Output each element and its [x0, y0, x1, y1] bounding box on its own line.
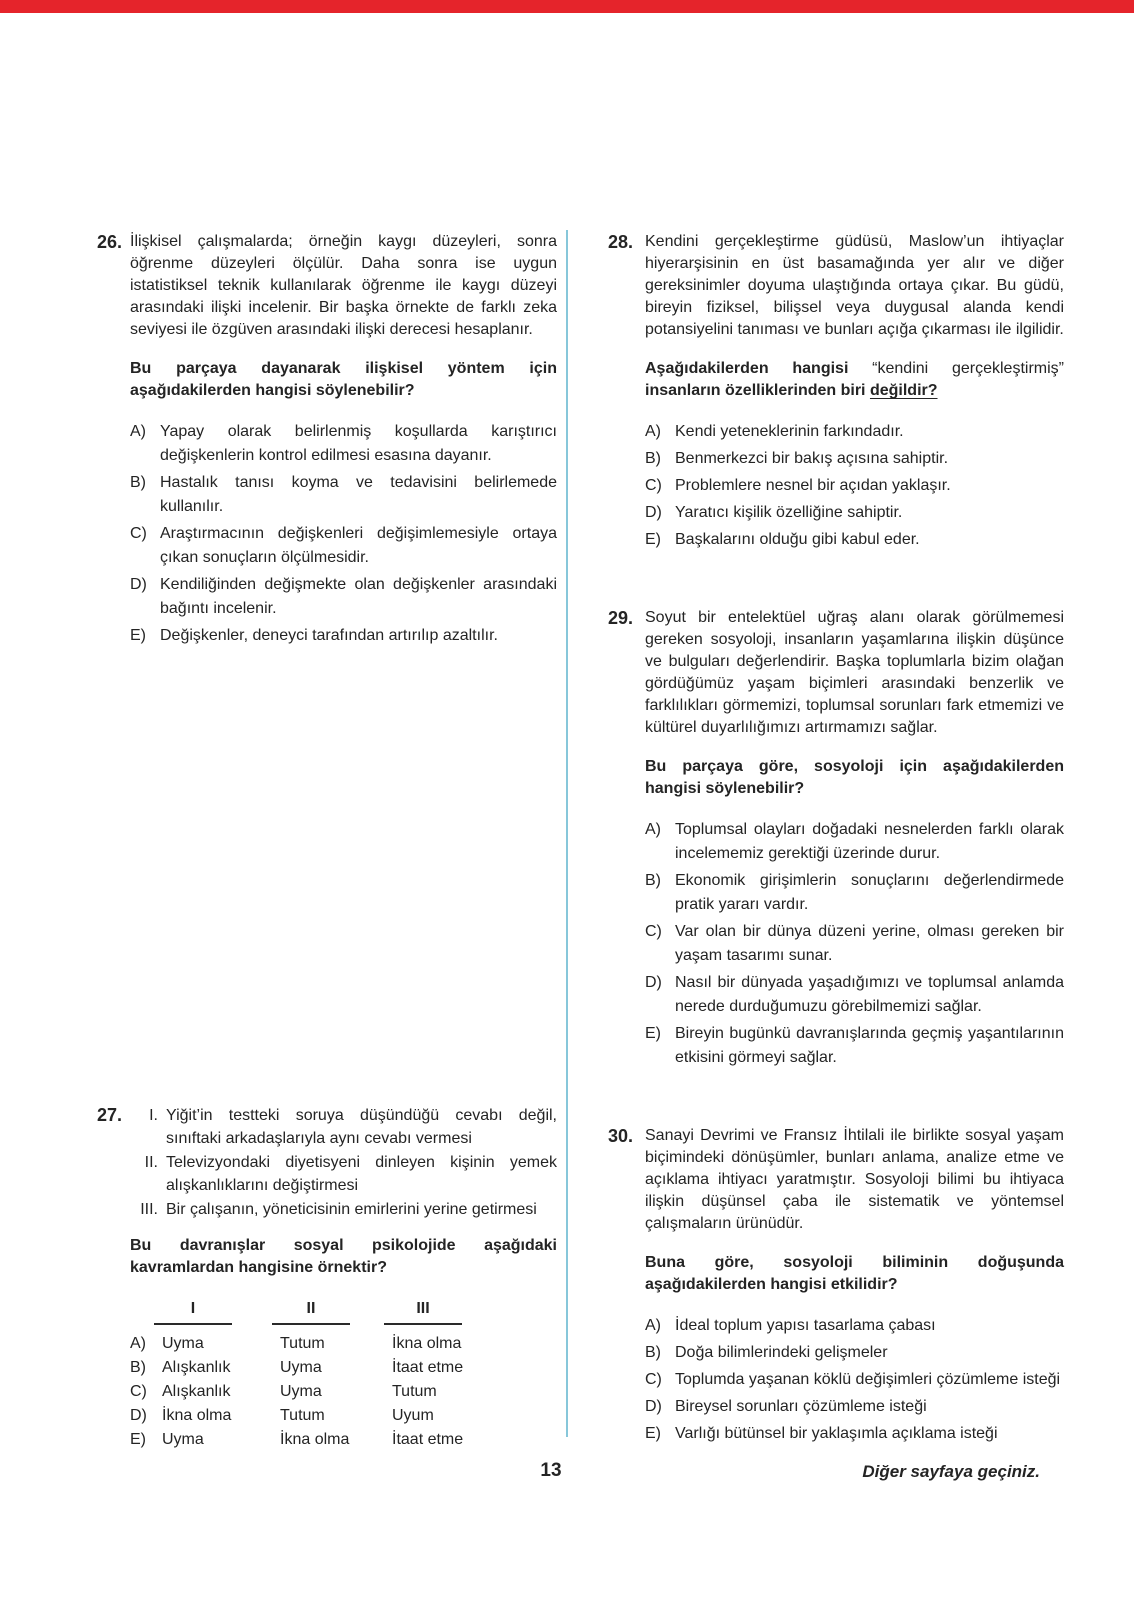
- question-26: [97, 231, 557, 651]
- option-text: Doğa bilimlerindeki gelişmeler: [675, 1344, 888, 1361]
- option-letter: D): [130, 1407, 147, 1424]
- q28-option-b: [645, 447, 1064, 471]
- option-letter: B): [645, 1344, 661, 1361]
- q29-option-c: [645, 920, 1064, 968]
- question-26-body: [130, 231, 557, 651]
- q26-option-b: [130, 471, 557, 519]
- page-top-red-bar: [0, 0, 1134, 13]
- roman-numeral: I.: [149, 1107, 158, 1124]
- question-27-body: [130, 1104, 557, 1452]
- table-cell: İtaat etme: [392, 1431, 464, 1448]
- table-cell: Uyum: [392, 1407, 434, 1424]
- q27-table-row-c: [130, 1380, 557, 1404]
- question-30-body: [645, 1125, 1064, 1449]
- option-letter: C): [130, 525, 147, 542]
- q28-option-e: [645, 528, 1064, 552]
- option-letter: C): [645, 477, 662, 494]
- q30-option-c: [645, 1368, 1064, 1392]
- q26-option-c: [130, 522, 557, 570]
- question-27-stem: Bu davranışlar sosyal psikolojide aşağıdaki kavramlardan hangisine örnektir?: [130, 1237, 557, 1276]
- option-letter: E): [130, 1431, 146, 1448]
- question-30-options: [645, 1314, 1064, 1446]
- option-text: Kendiliğinden değişmekte olan değişkenler arasındaki bağıntı incelenir.: [160, 576, 557, 617]
- question-26-passage: İlişkisel çalışmalarda; örneğin kaygı düzeyleri, sonra öğrenme düzeyleri ölçülür. Daha sonra ise uygun istatistiksel teknik kullanılarak öğrenme ile kaygı düzeyi arasındaki ilişki incelenir. Bir başka örnekte de farklı zeka seviyesi ile özgüven arasındaki ilişki derecesi hesaplanır.: [130, 233, 557, 338]
- option-letter: D): [130, 576, 147, 593]
- q29-option-e: [645, 1022, 1064, 1070]
- q27-table-header-row: [130, 1297, 557, 1325]
- table-cell: İkna olma: [392, 1335, 462, 1352]
- option-text: Değişkenler, deneyci tarafından artırılıp azaltılır.: [160, 627, 498, 644]
- question-28-passage: Kendini gerçekleştirme güdüsü, Maslow’un ihtiyaçlar hiyerarşisinin en üst basamağında yer alır ve diğer gereksinimler doyuma ulaştığında ortaya çıkar. Bu güdü, bireyin fiziksel, bilişsel veya duygusal alanda kendi potansiyelini tanıması ve bunları açığa çıkarması ile ilgilidir.: [645, 233, 1064, 338]
- option-letter: E): [645, 531, 661, 548]
- table-header-cell: [392, 1297, 504, 1325]
- question-27-number: 27.: [97, 1105, 123, 1125]
- table-cell: Alışkanlık: [162, 1383, 231, 1400]
- q30-option-b: [645, 1341, 1064, 1365]
- option-letter: B): [130, 1359, 146, 1376]
- option-text: Benmerkezci bir bakış açısına sahiptir.: [675, 450, 949, 467]
- q30-option-d: [645, 1395, 1064, 1419]
- question-29-options: [645, 818, 1064, 1070]
- table-cell: İkna olma: [280, 1431, 350, 1448]
- column-header-I: I: [154, 1297, 232, 1325]
- table-header-cell: [162, 1297, 280, 1325]
- question-28: [608, 231, 1064, 555]
- table-cell: Uyma: [162, 1335, 204, 1352]
- q27-table-row-a: [130, 1332, 557, 1356]
- option-text: Toplumda yaşanan köklü değişimleri çözümleme isteği: [675, 1371, 1061, 1388]
- question-28-stem: [645, 358, 1064, 402]
- option-letter: B): [645, 872, 661, 889]
- q29-option-a: [645, 818, 1064, 866]
- table-cell: İtaat etme: [392, 1359, 464, 1376]
- question-29-number: 29.: [608, 608, 634, 628]
- question-30-number: 30.: [608, 1126, 634, 1146]
- option-text: Bireysel sorunları çözümleme isteği: [675, 1398, 927, 1415]
- option-letter: C): [645, 1371, 662, 1388]
- option-letter: D): [645, 1398, 662, 1415]
- question-26-stem: Bu parçaya dayanarak ilişkisel yöntem için aşağıdakilerden hangisi söylenebilir?: [130, 360, 557, 399]
- option-letter: E): [645, 1425, 661, 1442]
- item-text: Televizyondaki diyetisyeni dinleyen kişinin yemek alışkanlıklarını değiştirmesi: [166, 1154, 557, 1194]
- option-letter: A): [130, 1335, 146, 1352]
- option-letter: D): [645, 504, 662, 521]
- question-27-answer-table: [130, 1297, 557, 1452]
- option-letter: B): [645, 450, 661, 467]
- q29-option-d: [645, 971, 1064, 1019]
- question-28-options: [645, 420, 1064, 552]
- stem-quoted-part: “kendini gerçekleştirmiş”: [872, 360, 1064, 377]
- option-text: Ekonomik girişimlerin sonuçlarını değerlendirmede pratik yararı vardır.: [675, 872, 1064, 913]
- q28-option-a: [645, 420, 1064, 444]
- question-29-passage: Soyut bir entelektüel uğraş alanı olarak görülmemesi gereken sosyoloji, insanların yaşamlarına ilişkin düşünce ve bulguları değerlendirir. Başka toplumlarla bizim olağan gördüğümüz yaşam biçimleri arasındaki benzerlik ve farklılıkları görmemizi, toplumsal sorunları fark etmemizi ve kültürel duyarlılığımızı artırmamızı sağlar.: [645, 609, 1064, 736]
- question-30-stem: Buna göre, sosyoloji biliminin doğuşunda aşağıdakilerden hangisi etkilidir?: [645, 1254, 1064, 1293]
- question-30: [608, 1125, 1064, 1449]
- column-divider-line: [566, 230, 568, 1437]
- table-cell: Alışkanlık: [162, 1359, 231, 1376]
- option-text: Toplumsal olayları doğadaki nesnelerden farklı olarak incelememiz gerektiği üzerinde durur.: [675, 821, 1064, 862]
- question-29-body: [645, 607, 1064, 1073]
- q27-table-row-b: [130, 1356, 557, 1380]
- option-text: İdeal toplum yapısı tasarlama çabası: [675, 1317, 936, 1334]
- option-letter: C): [130, 1383, 147, 1400]
- q27-item-1: [130, 1104, 557, 1150]
- option-text: Başkalarını olduğu gibi kabul eder.: [675, 531, 920, 548]
- option-text: Yaratıcı kişilik özelliğine sahiptir.: [675, 504, 903, 521]
- q29-option-b: [645, 869, 1064, 917]
- option-text: Varlığı bütünsel bir yaklaşımla açıklama isteği: [675, 1425, 998, 1442]
- roman-numeral: III.: [140, 1201, 158, 1218]
- item-text: Bir çalışanın, yöneticisinin emirlerini yerine getirmesi: [166, 1201, 537, 1218]
- q27-table-row-d: [130, 1404, 557, 1428]
- table-cell: Tutum: [280, 1335, 325, 1352]
- option-letter: C): [645, 923, 662, 940]
- roman-numeral: II.: [144, 1154, 158, 1171]
- column-header-II: II: [272, 1297, 350, 1325]
- question-27-items: [130, 1104, 557, 1221]
- stem-bold-part: Aşağıdakilerden hangisi: [645, 360, 849, 377]
- q30-option-e: [645, 1422, 1064, 1446]
- table-cell: Uyma: [280, 1383, 322, 1400]
- q26-option-a: [130, 420, 557, 468]
- table-cell: Uyma: [162, 1431, 204, 1448]
- table-cell: Tutum: [392, 1383, 437, 1400]
- question-29: [608, 607, 1064, 1073]
- question-28-body: [645, 231, 1064, 555]
- footer-next-page-note: Diğer sayfaya geçiniz.: [862, 1462, 1040, 1481]
- option-letter: E): [645, 1025, 661, 1042]
- question-26-options: [130, 420, 557, 648]
- option-letter: B): [130, 474, 146, 491]
- option-text: Bireyin bugünkü davranışlarında geçmiş yaşantılarının etkisini görmeyi sağlar.: [675, 1025, 1064, 1066]
- option-letter: A): [130, 423, 146, 440]
- option-letter: E): [130, 627, 146, 644]
- option-letter: A): [645, 821, 661, 838]
- question-26-number: 26.: [97, 232, 123, 252]
- option-letter: A): [645, 1317, 661, 1334]
- column-header-III: III: [384, 1297, 462, 1325]
- q27-item-2: [130, 1151, 557, 1197]
- option-text: Yapay olarak belirlenmiş koşullarda karıştırıcı değişkenlerin kontrol edilmesi esasına dayanır.: [160, 423, 557, 464]
- q30-option-a: [645, 1314, 1064, 1338]
- option-text: Hastalık tanısı koyma ve tedavisini belirlemede kullanılır.: [160, 474, 557, 515]
- q26-option-e: [130, 624, 557, 648]
- q28-option-c: [645, 474, 1064, 498]
- question-29-stem: Bu parçaya göre, sosyoloji için aşağıdakilerden hangisi söylenebilir?: [645, 758, 1064, 797]
- stem-bold-part: insanların özelliklerinden biri: [645, 382, 866, 399]
- option-letter: A): [645, 423, 661, 440]
- question-30-passage: Sanayi Devrimi ve Fransız İhtilali ile birlikte sosyal yaşam biçimindeki dönüşümler, bunları anlama, analize etme ve açıklama ihtiyacı yaratmıştır. Sosyoloji bilimi bu ihtiyaca ilişkin düşünsel çaba ile sistematik ve yöntemsel çalışmaların ürünüdür.: [645, 1127, 1064, 1232]
- page-number: 13: [540, 1460, 562, 1481]
- option-text: Problemlere nesnel bir açıdan yaklaşır.: [675, 477, 951, 494]
- stem-underlined-word: değildir?: [869, 382, 938, 399]
- table-cell: Tutum: [280, 1407, 325, 1424]
- option-text: Araştırmacının değişkenleri değişimlemesiyle ortaya çıkan sonuçların ölçülmesidir.: [160, 525, 557, 566]
- q27-table-row-e: [130, 1428, 557, 1452]
- q28-option-d: [645, 501, 1064, 525]
- question-28-number: 28.: [608, 232, 634, 252]
- option-text: Kendi yeteneklerinin farkındadır.: [675, 423, 904, 440]
- table-cell: İkna olma: [162, 1407, 232, 1424]
- q27-item-3: [130, 1198, 557, 1221]
- option-text: Nasıl bir dünyada yaşadığımızı ve toplumsal anlamda nerede durduğumuzu görebilmemizi sağlar.: [675, 974, 1064, 1015]
- q26-option-d: [130, 573, 557, 621]
- table-cell: Uyma: [280, 1359, 322, 1376]
- item-text: Yiğit’in testteki soruya düşündüğü cevabı değil, sınıftaki arkadaşlarıyla aynı cevabı vermesi: [166, 1107, 557, 1147]
- question-27: [97, 1104, 557, 1452]
- option-letter: D): [645, 974, 662, 991]
- table-header-cell: [280, 1297, 392, 1325]
- option-text: Var olan bir dünya düzeni yerine, olması gereken bir yaşam tasarımı sunar.: [675, 923, 1064, 964]
